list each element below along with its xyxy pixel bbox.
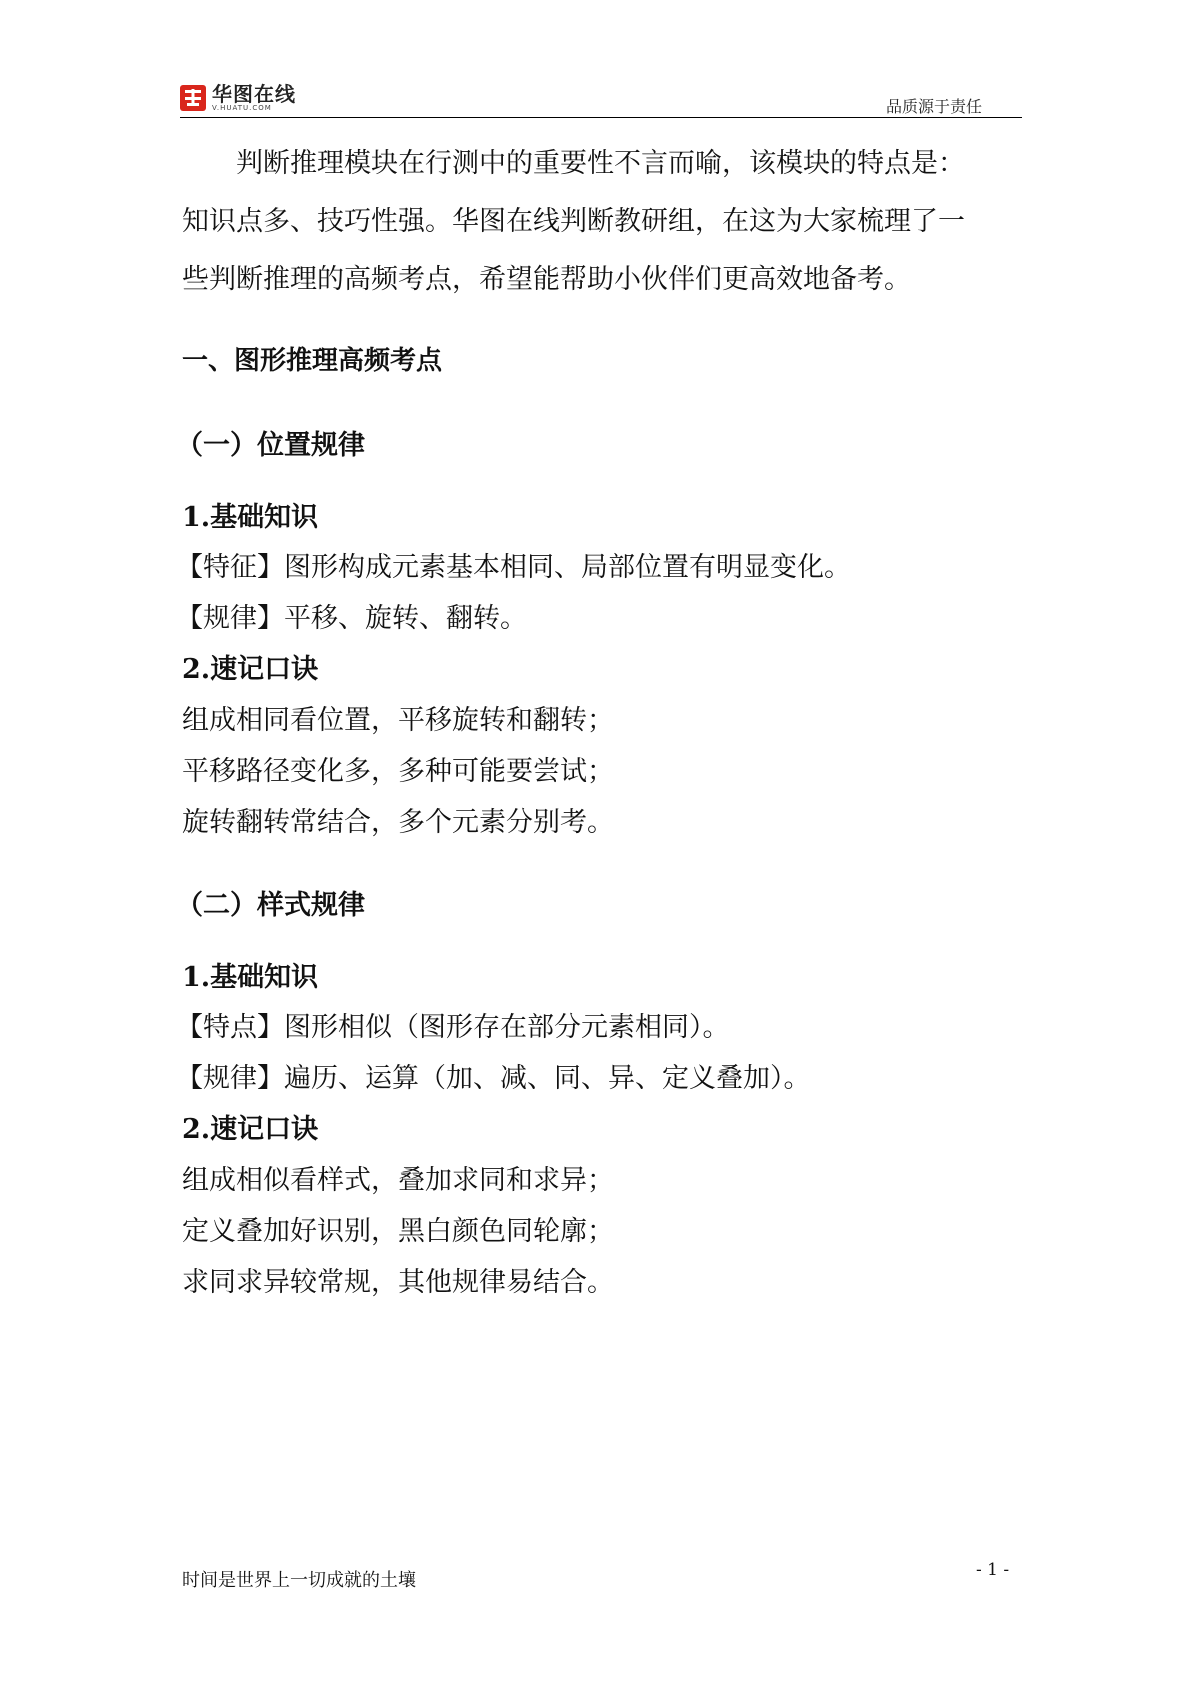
- huatu-logo-icon: [180, 85, 206, 111]
- logo-url: V.HUATU.COM: [212, 104, 272, 112]
- mnemonic-line: 求同求异较常规，其他规律易结合。: [182, 1267, 614, 1298]
- feature-line-2: 【特点】图形相似（图形存在部分元素相同）。: [176, 1012, 730, 1043]
- mnemonic-line: 组成相同看位置，平移旋转和翻转；: [182, 705, 614, 736]
- logo-name: 华图在线: [212, 82, 296, 106]
- page-header: [180, 80, 1022, 118]
- header-divider: [180, 117, 1022, 118]
- huatu-logo: [180, 80, 296, 116]
- intro-line-2: 知识点多、技巧性强。华图在线判断教研组，在这为大家梳理了一: [182, 206, 965, 237]
- intro-line-3: 些判断推理的高频考点，希望能帮助小伙伴们更高效地备考。: [182, 264, 911, 295]
- page-number: - 1 -: [976, 1560, 1010, 1580]
- mnemonic-line: 平移路径变化多，多种可能要尝试；: [182, 756, 614, 787]
- basics-heading-2: 1.基础知识: [182, 962, 319, 993]
- section-heading: 一、图形推理高频考点: [182, 346, 443, 376]
- mnemonic-heading-2: 2.速记口诀: [182, 1114, 319, 1145]
- rule-line-1: 【规律】平移、旋转、翻转。: [176, 603, 527, 634]
- header-slogan: 品质源于责任: [885, 97, 982, 116]
- subsection-heading-position: （一）位置规律: [176, 430, 365, 461]
- intro-line-1: 判断推理模块在行测中的重要性不言而喻，该模块的特点是：: [236, 148, 965, 179]
- mnemonic-line: 旋转翻转常结合，多个元素分别考。: [182, 807, 614, 838]
- mnemonic-line: 组成相似看样式，叠加求同和求异；: [182, 1165, 614, 1196]
- subsection-heading-style: （二）样式规律: [176, 890, 365, 921]
- basics-heading-1: 1.基础知识: [182, 502, 319, 533]
- mnemonic-heading-1: 2.速记口诀: [182, 654, 319, 685]
- mnemonic-line: 定义叠加好识别，黑白颜色同轮廓；: [182, 1216, 614, 1247]
- footer-motto: 时间是世界上一切成就的土壤: [182, 1570, 416, 1591]
- feature-line-1: 【特征】图形构成元素基本相同、局部位置有明显变化。: [176, 552, 851, 583]
- rule-line-2: 【规律】遍历、运算（加、减、同、异、定义叠加）。: [176, 1063, 811, 1094]
